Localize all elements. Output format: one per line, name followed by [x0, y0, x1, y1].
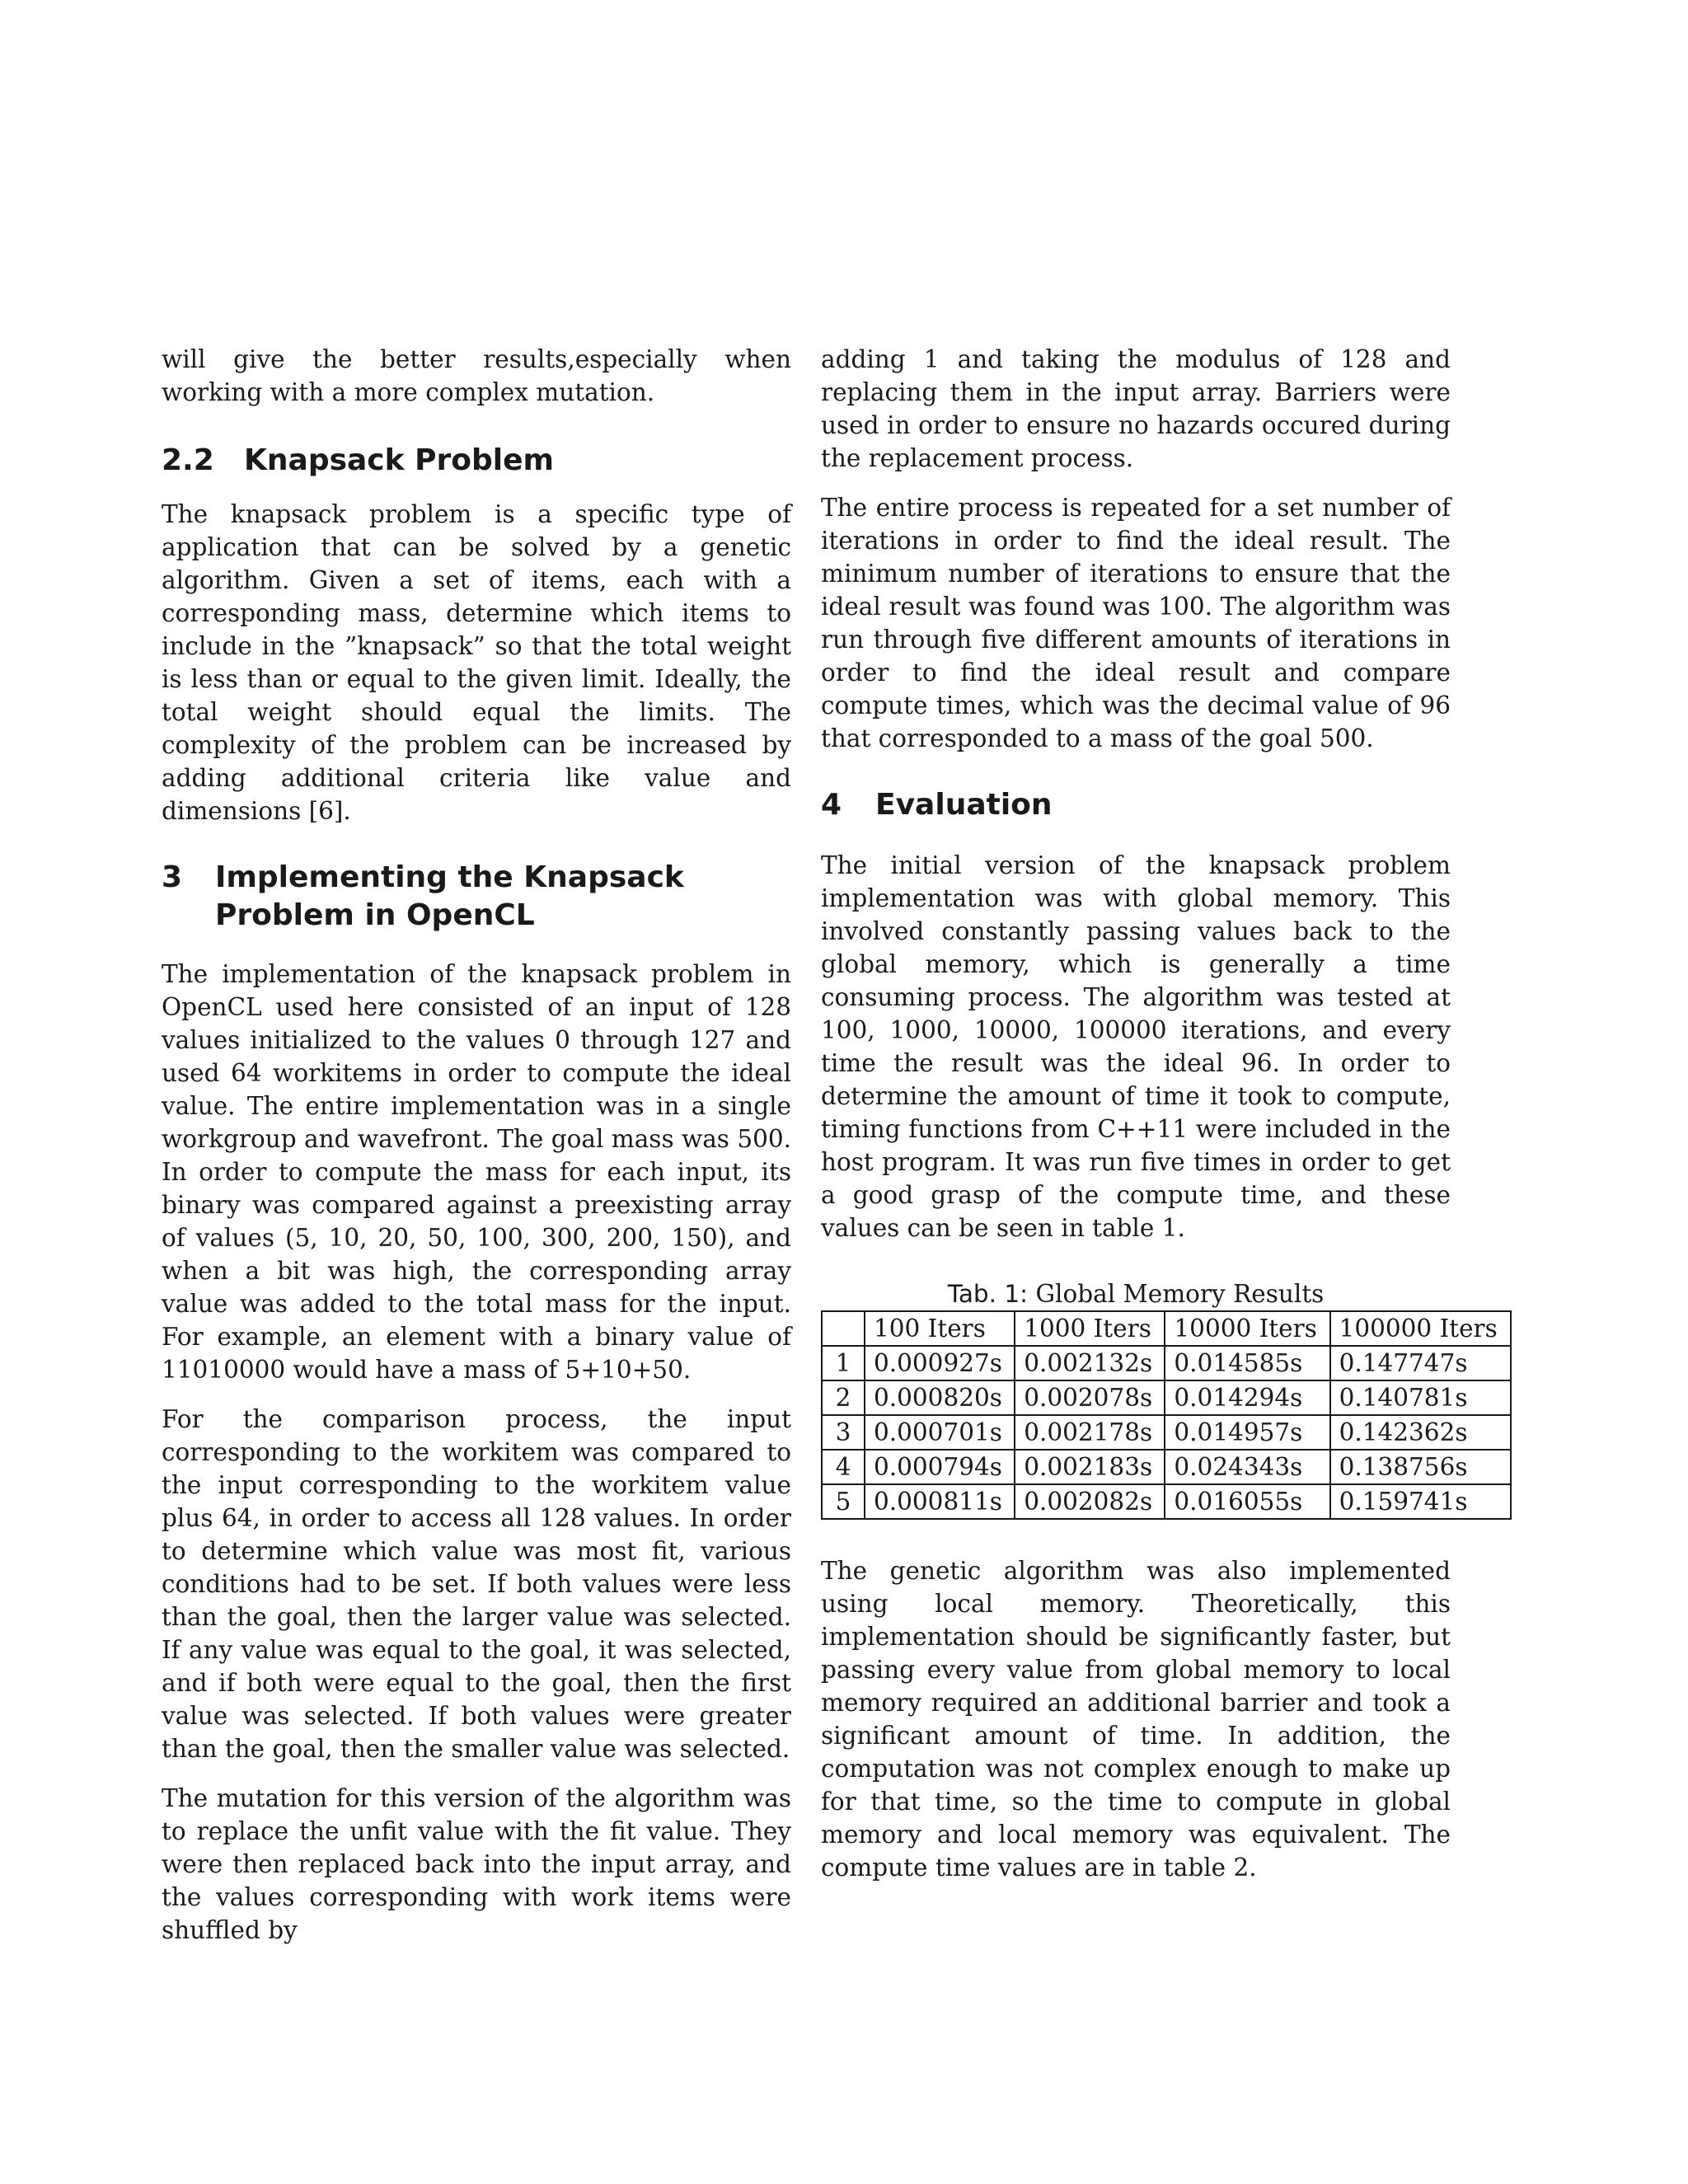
section-title: Evaluation: [875, 788, 1053, 822]
table-cell: 3: [822, 1415, 865, 1450]
table-cell: 0.000820s: [865, 1380, 1015, 1415]
paragraph-continuation: will give the better results,especially when working with a more complex mutation.: [162, 345, 791, 406]
table-cell: 0.142362s: [1330, 1415, 1511, 1450]
table-cell: 0.159741s: [1330, 1484, 1511, 1519]
section-title: Implementing the Knapsack Problem in OpenCL: [215, 860, 684, 932]
section-heading-3: [162, 859, 791, 935]
table-cell: 0.002078s: [1015, 1380, 1165, 1415]
table-header-cell: 100000 Iters: [1330, 1311, 1511, 1346]
table-header-cell: 100 Iters: [865, 1311, 1015, 1346]
table-header-cell: 10000 Iters: [1165, 1311, 1329, 1346]
global-memory-results-table: [821, 1310, 1512, 1520]
paragraph-global-memory: The initial version of the knapsack problem implementation was with global memory. This involved constantly passing values back to the global memory, which is generally a time consuming process. The algorithm was tested at 100, 1000, 10000, 100000 iterations, and every time the result was the ideal 96. In order to determine the amount of time it took to compute, timing functions from C++11 were included in the host program. It was run five times in order to get a good grasp of the compute time, and these values can be seen in table 1.: [821, 851, 1451, 1242]
table-header-cell: 1000 Iters: [1015, 1311, 1165, 1346]
paragraph-comparison-process: For the comparison process, the input corresponding to the workitem was compared to the input corresponding to the workitem value plus 64, in order to access all 128 values. In order to determine which value was most fit, various conditions had to be set. If both values were less than the goal, then the larger value was selected. If any value was equal to the goal, it was selected, and if both were equal to the goal, then the first value was selected. If both values were greater than the goal, then the smaller value was selected.: [162, 1405, 791, 1763]
table-cell: 0.024343s: [1165, 1450, 1329, 1484]
paragraph-knapsack-definition: The knapsack problem is a specific type of application that can be solved by a genetic algorithm. Given a set of items, each with a corresponding mass, determine which items to include in the ”knapsack” so that the total weight is less than or equal to the given limit. Ideally, the total weight should equal the limits. The complexity of the problem can be increased by adding additional criteria like value and dimensions [6].: [162, 500, 791, 825]
table-cell: 1: [822, 1346, 865, 1380]
paragraph-mutation: The mutation for this version of the algorithm was to replace the unfit value with the fit value. They were then replaced back into the input array, and the values corresponding with work items were shuffled by: [162, 1784, 791, 1944]
right-column: [821, 343, 1498, 1900]
section-number: 2.2: [162, 443, 214, 477]
table-cell: 0.000811s: [865, 1484, 1015, 1519]
table-cell: 2: [822, 1380, 865, 1415]
table-cell: 4: [822, 1450, 865, 1484]
table-header-row: [822, 1311, 1511, 1346]
table-cell: 0.147747s: [1330, 1346, 1511, 1380]
section-title: Knapsack Problem: [244, 443, 555, 477]
paragraph-continuation: adding 1 and taking the modulus of 128 and replacing them in the input array. Barriers were used in order to ensure no hazards occured during the replacement process.: [821, 345, 1451, 472]
table-cell: 0.138756s: [1330, 1450, 1511, 1484]
table-row: [822, 1380, 1511, 1415]
section-number: 4: [821, 788, 842, 822]
paragraph-local-memory: The genetic algorithm was also implemented using local memory. Theoretically, this implementation should be significantly faster, but passing every value from global memory to local memory required an additional barrier and took a significant amount of time. In addition, the computation was not complex enough to make up for that time, so the time to compute in global memory and local memory was equivalent. The compute time values are in table 2.: [821, 1557, 1451, 1882]
table-cell: 0.016055s: [1165, 1484, 1329, 1519]
table-cell: 0.000927s: [865, 1346, 1015, 1380]
paragraph-implementation-overview: The implementation of the knapsack problem in OpenCL used here consisted of an input of 128 values initialized to the values 0 through 127 and used 64 workitems in order to compute the ideal value. The entire implementation was in a single workgroup and wavefront. The goal mass was 500. In order to compute the mass for each input, its binary was compared against a preexisting array of values (5, 10, 20, 50, 100, 300, 200, 150), and when a bit was high, the corresponding array value was added to the total mass for the input. For example, an element with a binary value of 11010000 would have a mass of 5+10+50.: [162, 960, 792, 1384]
table-caption: [821, 1279, 1451, 1309]
table-row: [822, 1415, 1511, 1450]
table-caption-label: Tab. 1:: [947, 1280, 1029, 1308]
table-cell: 0.014957s: [1165, 1415, 1329, 1450]
table-cell: 0.002132s: [1015, 1346, 1165, 1380]
table-row: [822, 1484, 1511, 1519]
section-heading-4: [821, 786, 1451, 824]
left-column: [162, 343, 791, 1963]
table-cell: 5: [822, 1484, 865, 1519]
section-number: 3: [162, 860, 183, 894]
table-cell: 0.000794s: [865, 1450, 1015, 1484]
section-heading-2-2: [162, 442, 791, 480]
table-cell: 0.014294s: [1165, 1380, 1329, 1415]
table-cell: 0.140781s: [1330, 1380, 1511, 1415]
paragraph-iterations: The entire process is repeated for a set number of iterations in order to find the ideal result. The minimum number of iterations to ensure that the ideal result was found was 100. The algorithm was run through five different amounts of iterations in order to find the ideal result and compare compute times, which was the decimal value of 96 that corresponded to a mass of the goal 500.: [821, 494, 1451, 752]
table-cell: 0.002178s: [1015, 1415, 1165, 1450]
table-caption-text: Global Memory Results: [1035, 1280, 1325, 1308]
table-cell: 0.002183s: [1015, 1450, 1165, 1484]
table-cell: 0.014585s: [1165, 1346, 1329, 1380]
table-cell: 0.000701s: [865, 1415, 1015, 1450]
table-row: [822, 1450, 1511, 1484]
table-header-cell: [822, 1311, 865, 1346]
table-cell: 0.002082s: [1015, 1484, 1165, 1519]
table-row: [822, 1346, 1511, 1380]
